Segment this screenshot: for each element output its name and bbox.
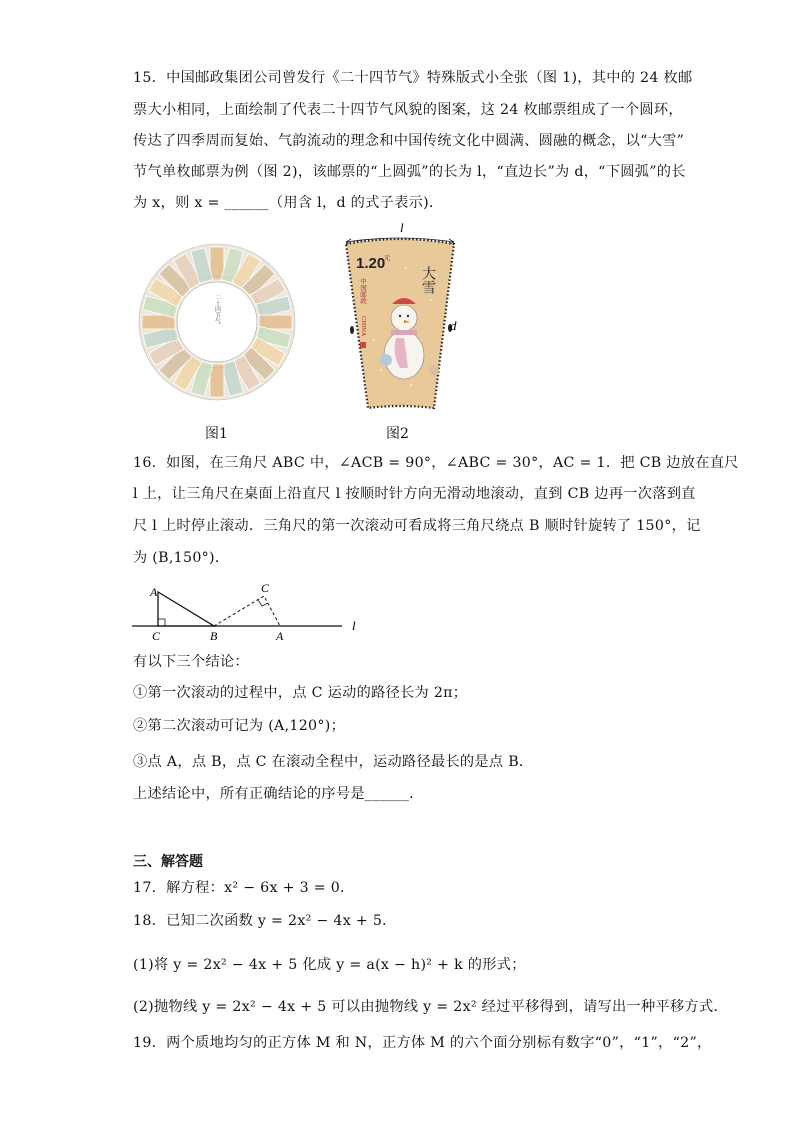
figure-1-stamp-ring: [138, 243, 296, 401]
q16-line-3: 尺 l 上时停止滚动．三角尺的第一次滚动可看成将三角尺绕点 B 顺时针旋转了 150°，记: [133, 518, 701, 534]
q16-conclusion-2: ②第二次滚动可记为 (A,120°)；: [133, 718, 346, 734]
label-l-ruler: l: [352, 618, 356, 633]
q15-line-4: 节气单枚邮票为例（图 2)，该邮票的“上圆弧”的长为 l，“直边长”为 d，“下圆弧”的长: [133, 164, 686, 180]
stamp-country: 中国邮政: [359, 278, 367, 304]
stamp-name: 大雪: [420, 266, 436, 294]
ring-stamp: [210, 364, 224, 397]
stamp-country-en: CHINA: [360, 316, 366, 336]
label-d: d: [450, 318, 457, 333]
section-heading: 三、解答题: [133, 854, 203, 870]
stamp-value-unit: 元: [384, 255, 391, 262]
label-l: l: [400, 220, 404, 235]
label-C: C: [152, 629, 161, 643]
q15-line-5: 为 x，则 x = ______（用含 l，d 的式子表示)．: [133, 195, 444, 211]
label-A: A: [150, 585, 158, 599]
q15-line-2: 票大小相同，上面绘制了代表二十四节气风貌的图案，这 24 枚邮票组成了一个圆环，: [133, 102, 683, 118]
question-19: 19．两个质地均匀的正方体 M 和 N，正方体 M 的六个面分别标有数字“0”，“1”，“2”，: [133, 1035, 712, 1051]
q15-line-1: 15．中国邮政集团公司曾发行《二十四节气》特殊版式小全张（图 1)，其中的 24 枚邮: [133, 70, 693, 86]
q16-line-1: 16．如图，在三角尺 ABC 中，∠ACB = 90°，∠ABC = 30°，AC = 1．把 CB 边放在直尺: [133, 455, 739, 471]
label-B: B: [210, 629, 218, 643]
q16-conclusion-3: ③点 A，点 B，点 C 在滚动全程中，运动路径最长的是点 B．: [133, 754, 534, 770]
ring-stamp: [259, 315, 292, 329]
figure-1-caption: 图1: [205, 426, 228, 442]
label-C-rotated: C: [261, 581, 270, 595]
label-A-rotated: A: [276, 629, 284, 643]
question-18-part-2: (2)抛物线 y = 2x² − 4x + 5 可以由抛物线 y = 2x² 经过平移得到，请写出一种平移方式．: [133, 999, 728, 1015]
fig1-center-text: 二十四节气: [213, 294, 221, 324]
question-17: 17．解方程：x² − 6x + 3 = 0．: [133, 880, 355, 896]
q16-intro: 有以下三个结论：: [133, 654, 249, 670]
ring-stamp: [210, 247, 224, 280]
ring-stamp: [142, 315, 175, 329]
stamp-seal: [360, 342, 366, 348]
q16-line-2: l 上，让三角尺在桌面上沿直尺 l 按顺时针方向无滑动地滚动，直到 CB 边再一次落到直: [133, 486, 696, 502]
q16-conclusion-1: ①第一次滚动的过程中，点 C 运动的路径长为 2π；: [133, 685, 468, 701]
q16-question: 上述结论中，所有正确结论的序号是______．: [133, 786, 424, 802]
question-18-stem: 18．已知二次函数 y = 2x² − 4x + 5．: [133, 913, 397, 929]
figure-2-caption: 图2: [386, 426, 409, 442]
figure-2-stamp: [336, 220, 466, 420]
q16-line-4: 为 (B,150°)．: [133, 550, 230, 566]
stamp-value: 1.20: [356, 255, 386, 272]
question-18-part-1: (1)将 y = 2x² − 4x + 5 化成 y = a(x − h)² + k 的形式；: [133, 957, 526, 973]
q15-line-3: 传达了四季周而复始、气韵流动的理念和中国传统文化中圆满、圆融的概念，以“大雪”: [133, 133, 685, 149]
figure-triangle-rolling: [130, 578, 370, 646]
